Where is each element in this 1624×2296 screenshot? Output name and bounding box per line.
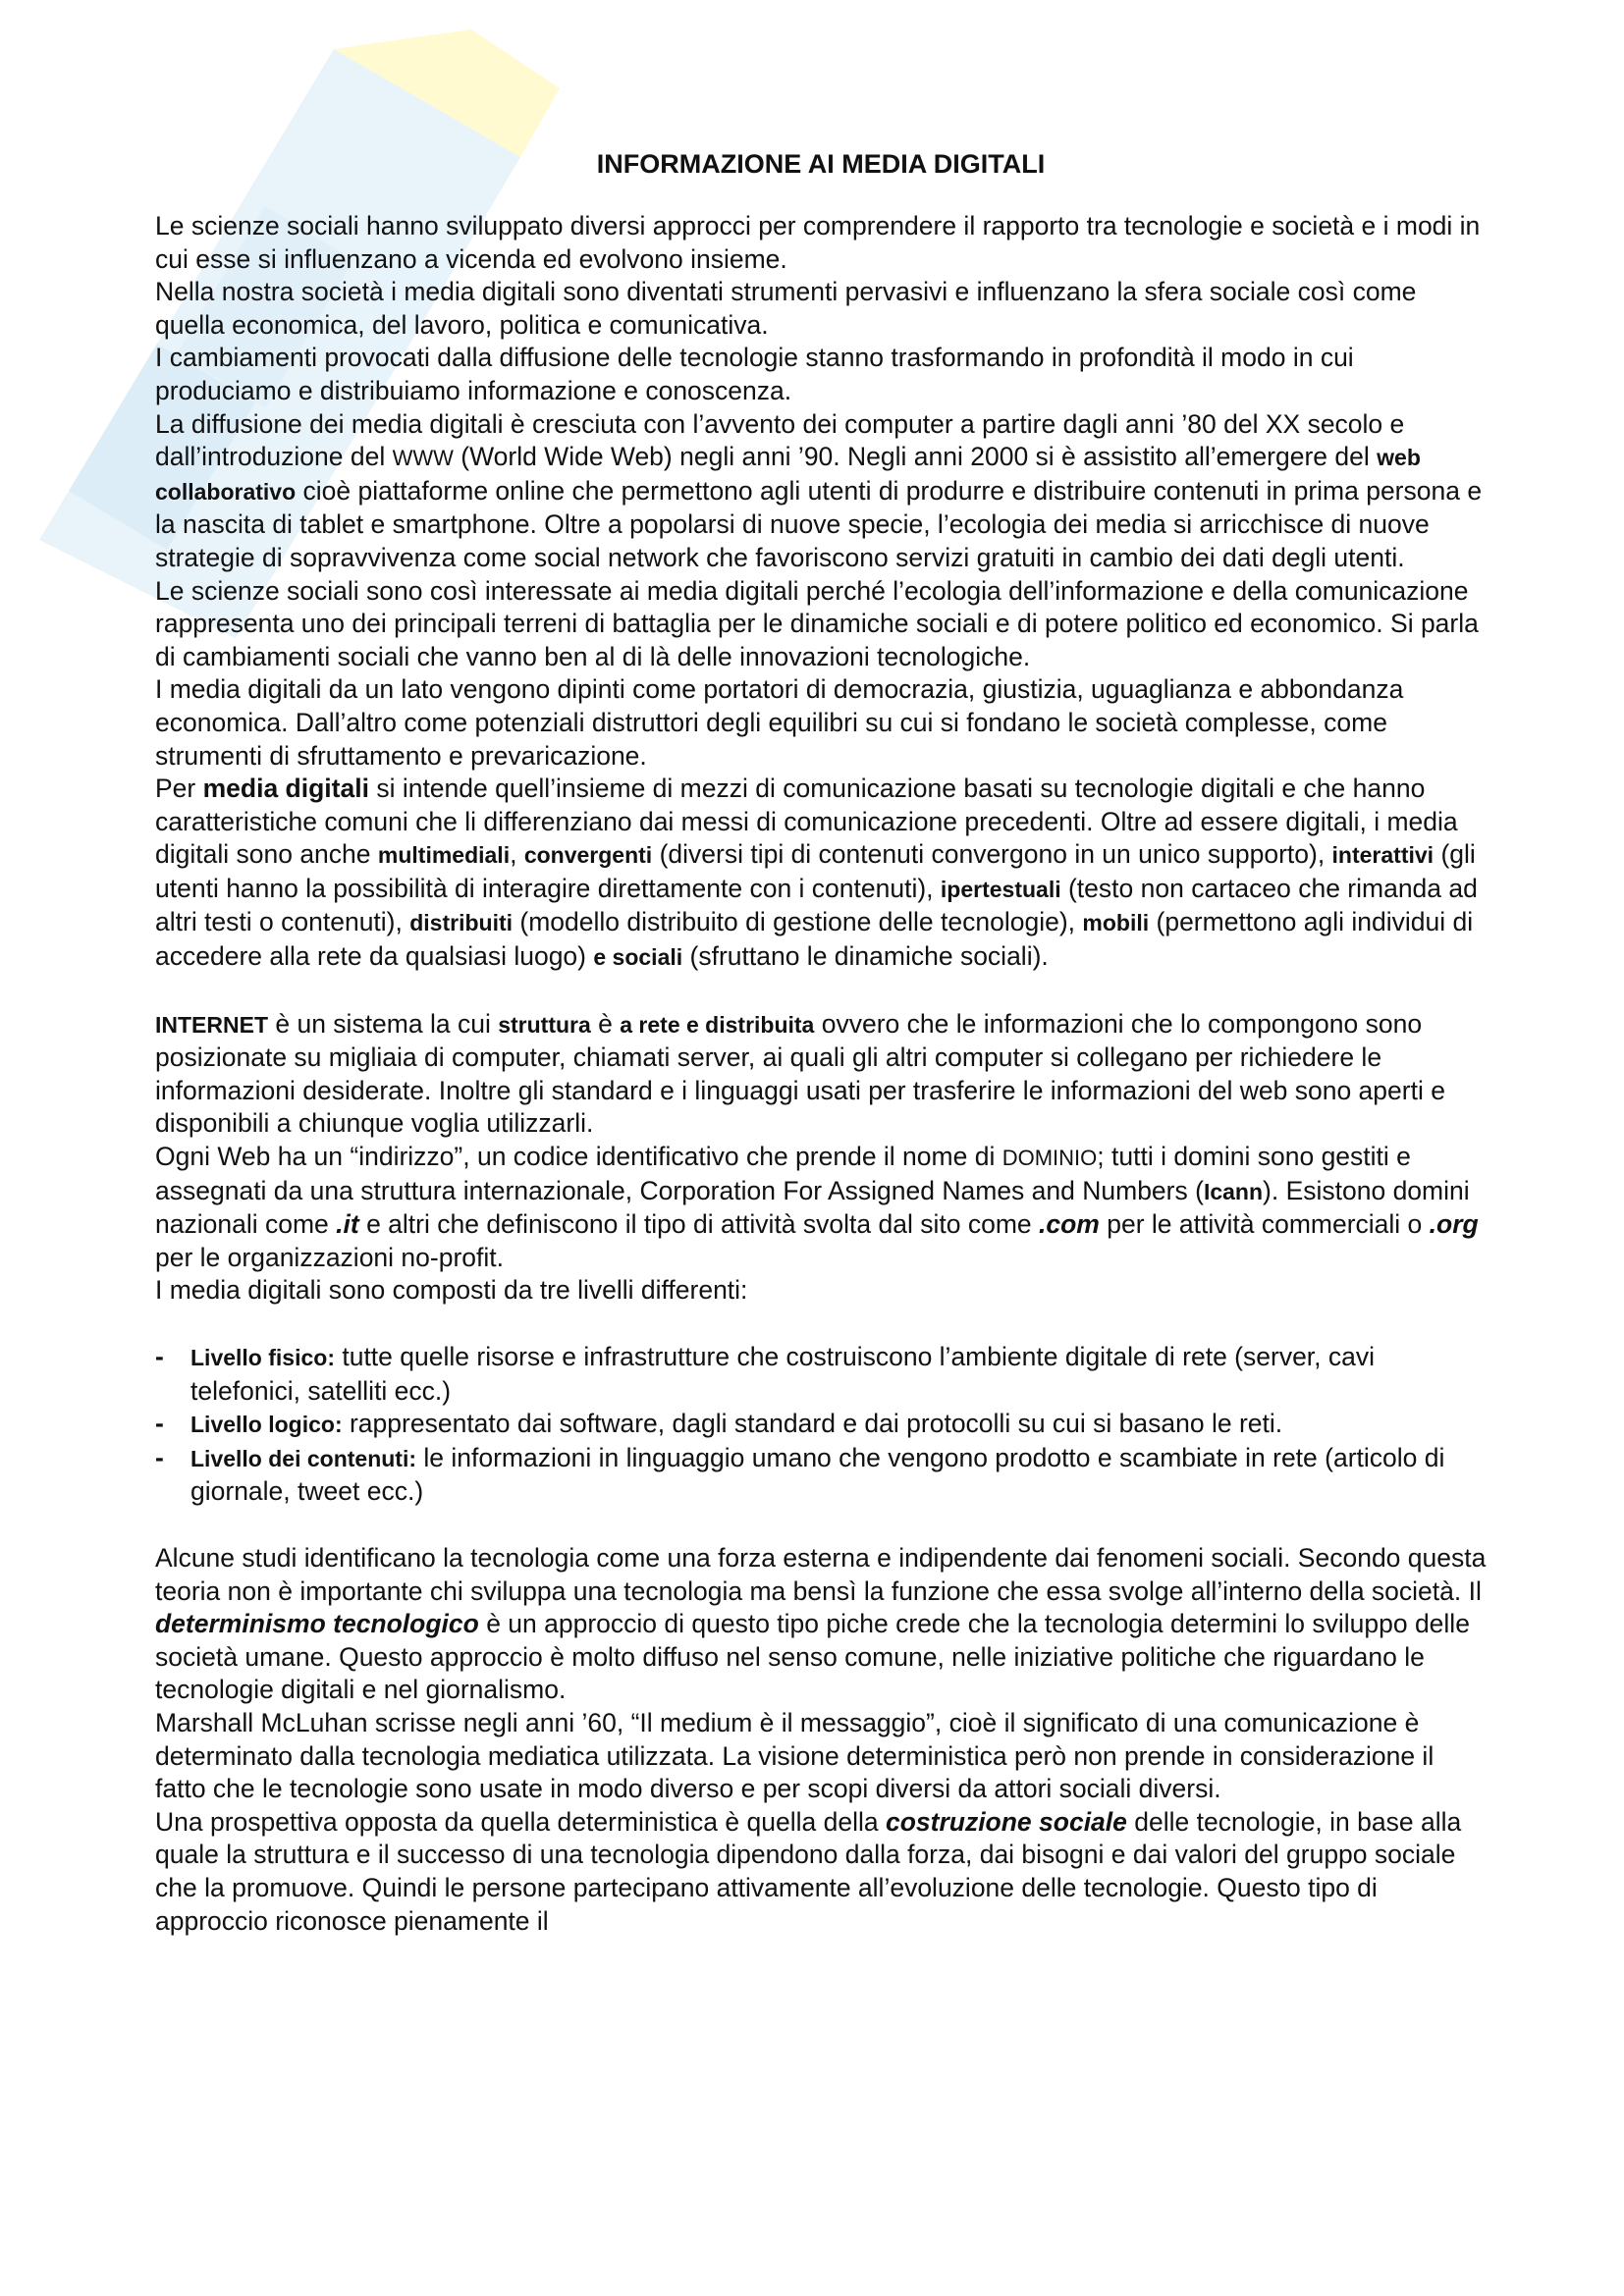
paragraph-2: Nella nostra società i media digitali sono diventati strumenti pervasivi e influenzano la sfera sociale così come quella economica, del lavoro, politica e comunicativa.: [155, 277, 1417, 340]
list-item-text: Livello fisico: tutte quelle risorse e infrastrutture che costruiscono l’ambiente digitale di rete (server, cavi telefonici, satelliti ecc.): [190, 1342, 1376, 1406]
document-title: INFORMAZIONE AI MEDIA DIGITALI: [596, 149, 1046, 179]
dash-bullet: -: [155, 1342, 164, 1371]
dash-bullet: -: [155, 1409, 164, 1439]
paragraph-9: Ogni Web ha un “indirizzo”, un codice identificativo che prende il nome di DOMINIO; tutti i domini sono gestiti e assegnati da una struttura internazionale, Corporation For Assigned Names and Numbers (Icann). Esistono domini nazionali come .it e altri che definiscono il tipo di attività svolta dal sito come .com per le attività commerciali o .org per le organizzazioni no-profit.: [155, 1142, 1479, 1272]
emphasis-text: WWW: [392, 446, 454, 471]
emphasis-text: mobili: [1082, 910, 1150, 936]
emphasis-text: .com: [1039, 1209, 1100, 1240]
paragraph-12: Marshall McLuhan scrisse negli anni ’60, “Il medium è il messaggio”, cioè il significato di una comunicazione è determinato dalla tecnologia mediatica utilizzata. La visione deterministica però non prende in considerazione il fatto che le tecnologie sono usate in modo diverso e per scopi diversi da attori sociali diversi.: [155, 1707, 1435, 1804]
emphasis-text: determinismo tecnologico: [155, 1609, 479, 1639]
emphasis-text: .it: [336, 1209, 359, 1240]
emphasis-text: Livello logico:: [190, 1412, 343, 1438]
emphasis-text: ipertestuali: [940, 876, 1061, 902]
paragraph-1: Le scienze sociali hanno sviluppato diversi approcci per comprendere il rapporto tra tecnologie e società e i modi in cui esse si influenzano a vicenda ed evolvono insieme.: [155, 211, 1481, 274]
list-item: [155, 1442, 1487, 1509]
list-item-text: Livello dei contenuti: le informazioni in linguaggio umano che vengono prodotto e scambiate in rete (articolo di giornale, tweet ecc.): [190, 1442, 1445, 1507]
paragraph-8: INTERNET è un sistema la cui struttura è a rete e distribuita ovvero che le informazioni che lo compongono sono posizionate su migliaia di computer, chiamati server, ai quali gli altri computer si collegano per richiedere le informazioni desiderate. Inoltre gli standard e i linguaggi usati per trasferire le informazioni del web sono aperti e disponibili a chiunque voglia utilizzarli.: [155, 1008, 1445, 1139]
emphasis-text: a rete e distribuita: [620, 1011, 815, 1038]
dash-bullet: -: [155, 1442, 164, 1472]
paragraph-13: Una prospettiva opposta da quella deterministica è quella della costruzione sociale delle tecnologie, in base alla quale la struttura e il successo di una tecnologia dipendono dalla forza, dai bisogni e dai valori del gruppo sociale che la promuove. Quindi le persone partecipano attivamente all’evoluzione delle tecnologie. Questo tipo di approccio riconosce pienamente il: [155, 1806, 1462, 1936]
document-page: [155, 147, 1487, 1938]
paragraph-3: I cambiamenti provocati dalla diffusione delle tecnologie stanno trasformando in profondità il modo in cui produciamo e distribuiamo informazione e conoscenza.: [155, 343, 1354, 405]
emphasis-text: e sociali: [593, 944, 683, 971]
emphasis-text: convergenti: [523, 842, 653, 869]
emphasis-text: Livello dei contenuti:: [190, 1445, 417, 1471]
emphasis-text: costruzione sociale: [885, 1806, 1127, 1837]
paragraph-4: La diffusione dei media digitali è cresciuta con l’avvento dei computer a partire dagli anni ’80 del XX secolo e dall’introduzione del WWW (World Wide Web) negli anni ’90. Negli anni 2000 si è assistito all’emergere del web collaborativo cioè piattaforme online che permettono agli utenti di produrre e distribuire contenuti in prima persona e la nascita di tablet e smartphone. Oltre a popolarsi di nuove specie, l’ecologia dei media si arricchisce di nuove strategie di sopravvivenza come social network che favoriscono servizi gratuiti in cambio dei dati degli utenti.: [155, 408, 1483, 572]
spacer: [155, 975, 1487, 1008]
paragraph-5: Le scienze sociali sono così interessate ai media digitali perché l’ecologia dell’informazione e della comunicazione rappresenta uno dei principali terreni di battaglia per le dinamiche sociali e di potere politico ed economico. Si parla di cambiamenti sociali che vanno ben al di là delle innovazioni tecnologiche.: [155, 575, 1479, 671]
emphasis-text: Livello fisico:: [190, 1345, 335, 1370]
list-item-text: Livello logico: rappresentato dai software, dagli standard e dai protocolli su cui si basano le reti.: [190, 1409, 1283, 1439]
paragraph-10: I media digitali sono composti da tre livelli differenti:: [155, 1275, 748, 1306]
emphasis-text: DOMINIO: [1001, 1146, 1098, 1171]
emphasis-text: .org: [1429, 1209, 1479, 1240]
emphasis-text: struttura: [498, 1011, 591, 1038]
emphasis-text: distribuiti: [409, 910, 514, 936]
levels-list: [155, 1341, 1487, 1509]
emphasis-text: interattivi: [1331, 842, 1435, 869]
emphasis-text: web collaborativo: [155, 445, 1421, 505]
paragraph-7: Per media digitali si intende quell’insieme di mezzi di comunicazione basati su tecnologie digitali e che hanno caratteristiche comuni che li differenziano dai messi di comunicazione precedenti. Oltre ad essere digitali, i media digitali sono anche multimediali, convergenti (diversi tipi di contenuti convergono in un unico supporto), interattivi (gli utenti hanno la possibilità di interagire direttamente con i contenuti), ipertestuali (testo non cartaceo che rimanda ad altri testi o contenuti), distribuiti (modello distribuito di gestione delle tecnologie), mobili (permettono agli individui di accedere alla rete da qualsiasi luogo) e sociali (sfruttano le dinamiche sociali).: [155, 774, 1478, 972]
emphasis-text: multimediali: [377, 842, 511, 869]
emphasis-text: INTERNET: [155, 1011, 268, 1038]
emphasis-text: media digitali: [202, 774, 369, 804]
spacer: [155, 1308, 1487, 1341]
paragraph-11: Alcune studi identificano la tecnologia come una forza esterna e indipendente dai fenomeni sociali. Secondo questa teoria non è importante chi sviluppa una tecnologia ma bensì la funzione che essa svolge all’interno della società. Il determinismo tecnologico è un approccio di questo tipo piche crede che la tecnologia determini lo sviluppo delle società umane. Questo approccio è molto diffuso nel senso comune, nelle iniziative politiche che riguardano le tecnologie digitali e nel giornalismo.: [155, 1542, 1487, 1705]
spacer: [155, 1509, 1487, 1542]
list-item: [155, 1408, 1487, 1442]
paragraph-6: I media digitali da un lato vengono dipinti come portatori di democrazia, giustizia, uguaglianza e abbondanza economica. Dall’altro come potenziali distruttori degli equilibri su cui si fondano le società complesse, come strumenti di sfruttamento e prevaricazione.: [155, 674, 1404, 771]
list-item: [155, 1341, 1487, 1408]
emphasis-text: Icann: [1203, 1178, 1264, 1204]
